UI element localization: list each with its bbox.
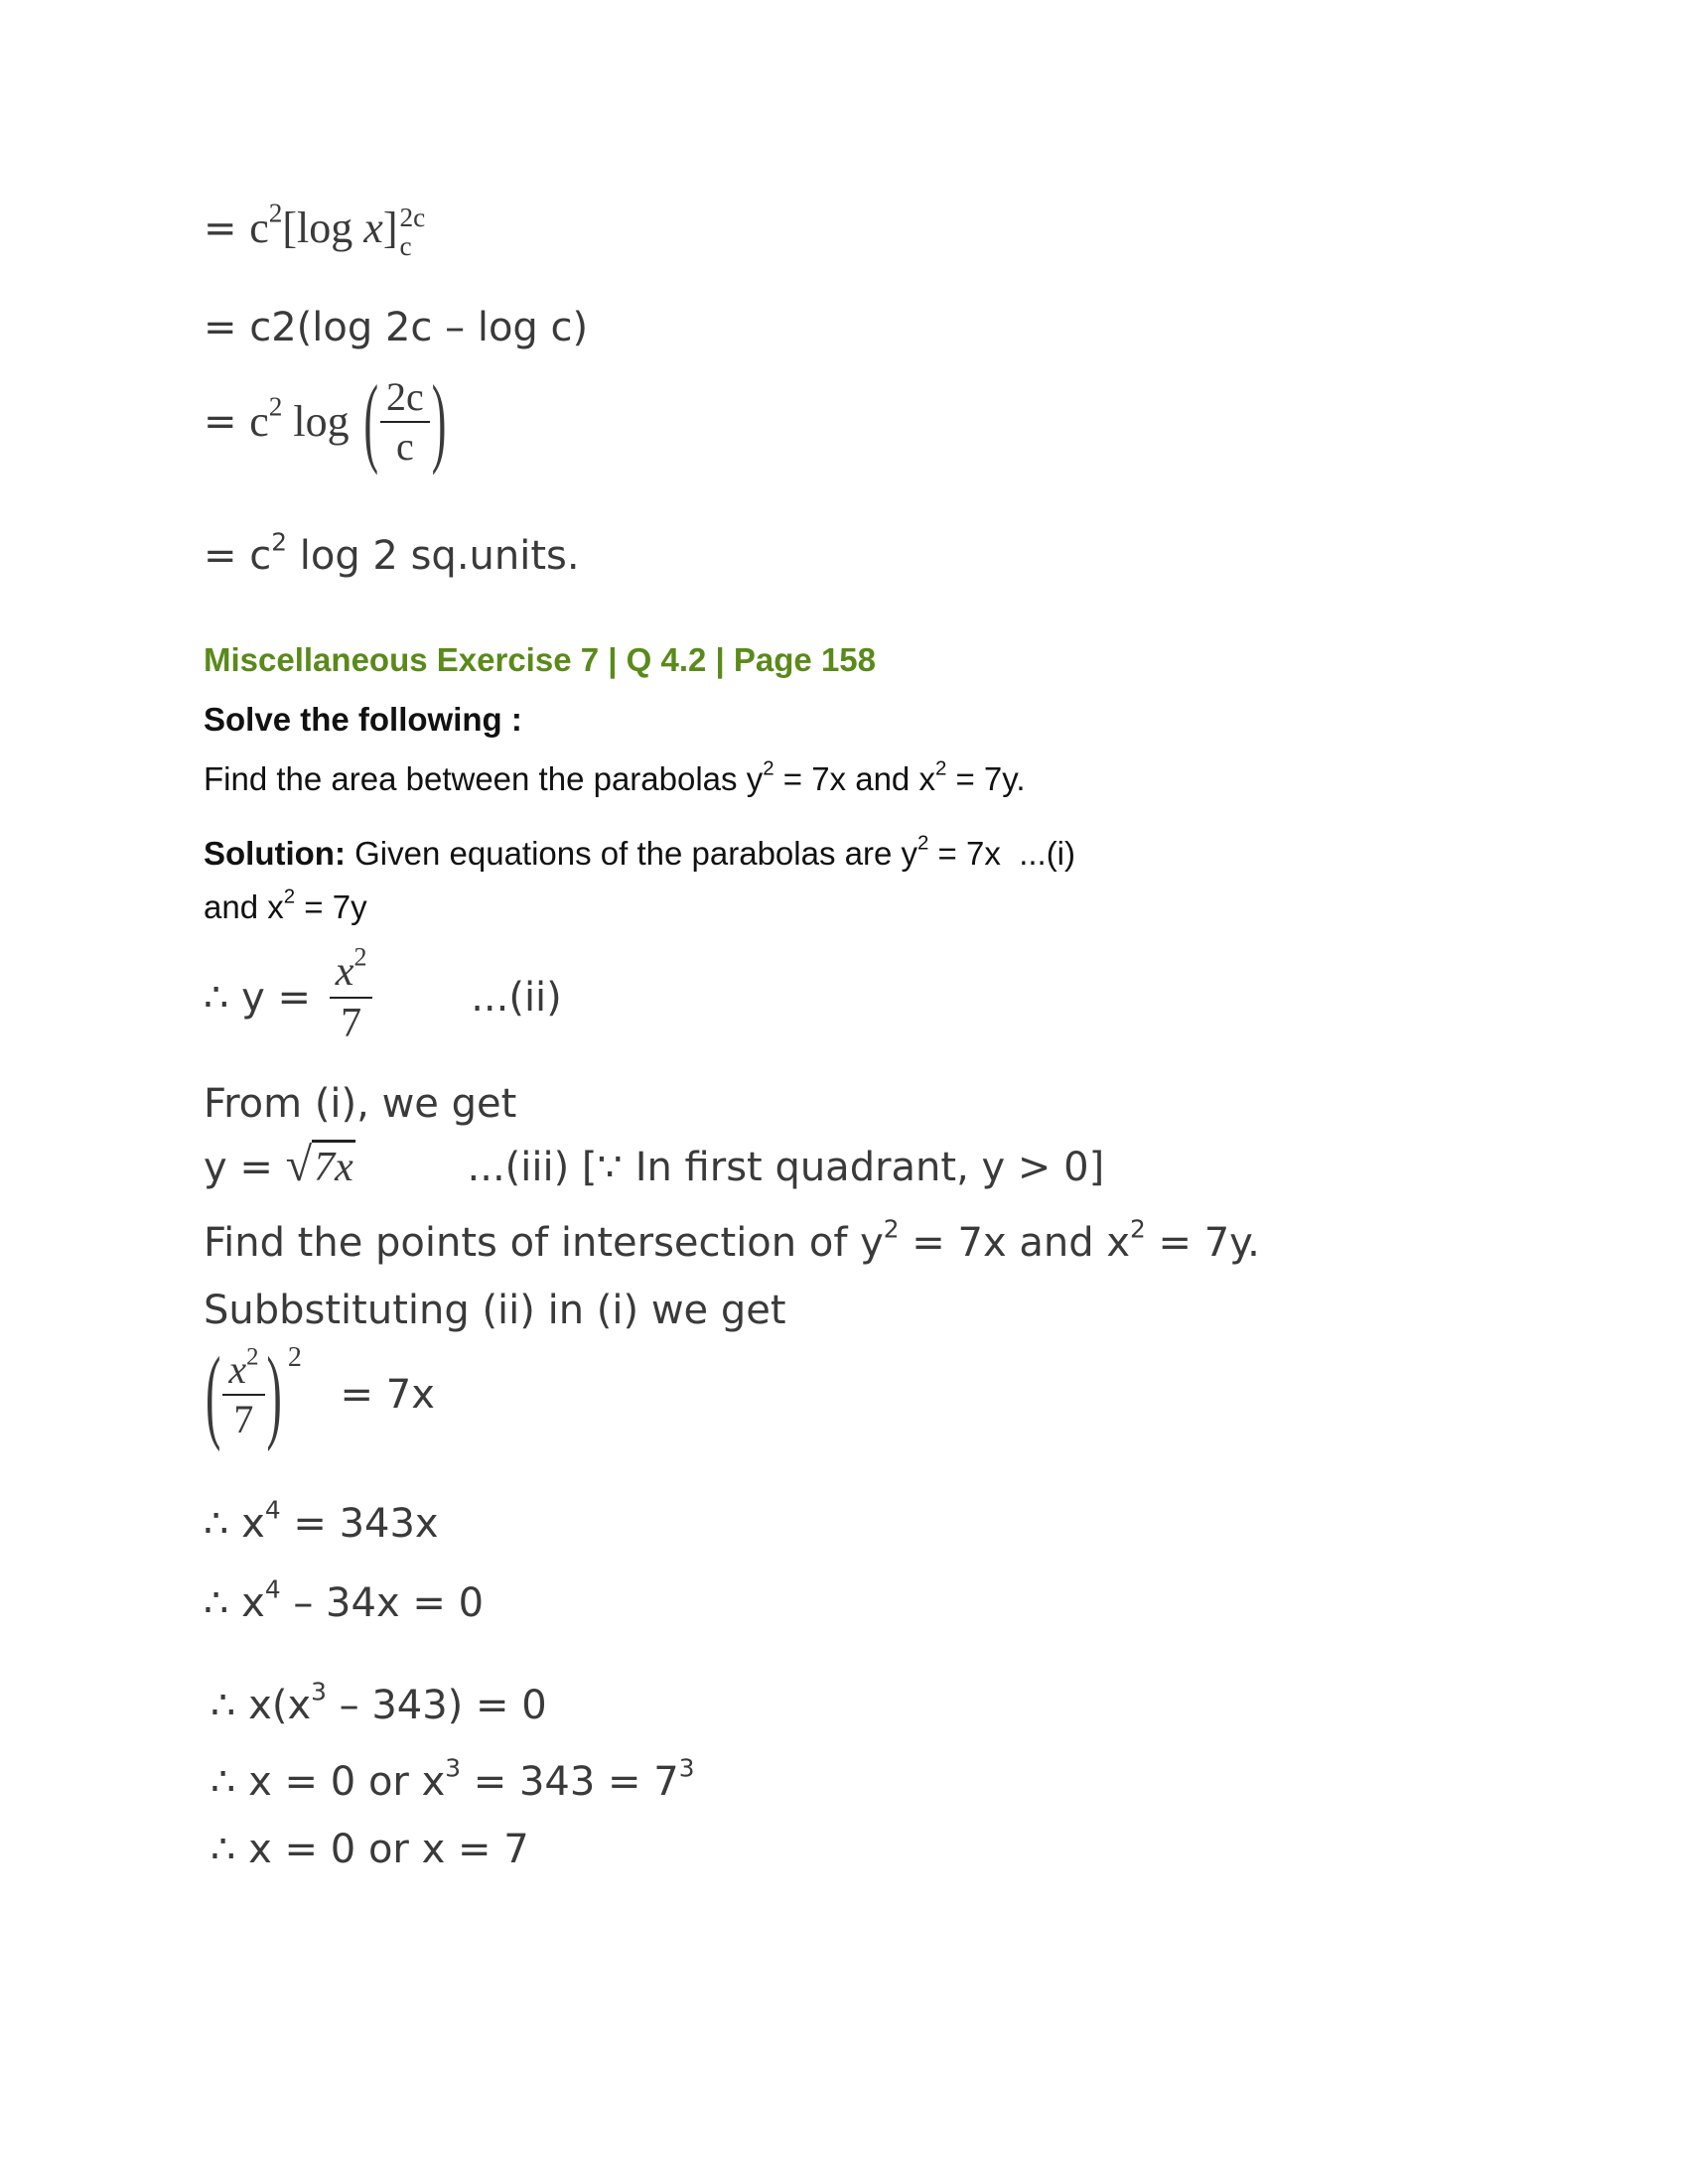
step-x4-343x bbox=[204, 1495, 439, 1547]
denominator: c bbox=[380, 421, 430, 467]
exercise-heading: Miscellaneous Exercise 7 | Q 4.2 | Page 158 bbox=[204, 641, 877, 678]
term-c: c bbox=[249, 397, 269, 446]
equals-sign: = bbox=[204, 205, 237, 252]
equals-sign: = bbox=[204, 399, 237, 445]
exponent: 2 bbox=[934, 756, 947, 780]
log-term: [log bbox=[282, 203, 353, 252]
exponent: 2 bbox=[246, 1343, 259, 1371]
step-part-1: ∴ x bbox=[204, 1501, 265, 1547]
log-expression bbox=[249, 391, 350, 446]
log-term: log bbox=[293, 397, 350, 446]
step-roots bbox=[211, 1753, 695, 1805]
exponent: 3 bbox=[311, 1677, 327, 1706]
fraction-2c-over-c bbox=[380, 374, 430, 469]
result-suffix: log 2 sq.units. bbox=[287, 533, 580, 579]
exponent: 2 bbox=[353, 942, 367, 972]
right-hand-side: = 7x bbox=[340, 1372, 435, 1418]
question-text bbox=[204, 756, 1026, 797]
solution-line-2-post: = 7y bbox=[295, 888, 367, 925]
solution-part-1: Given equations of the parabolas are y bbox=[345, 835, 918, 872]
exponent: 2 bbox=[271, 527, 288, 557]
left-paren: ( bbox=[206, 1335, 221, 1452]
step-squared-fraction bbox=[204, 1335, 435, 1452]
left-paren: ( bbox=[363, 364, 379, 478]
question-part-3: = 7y. bbox=[946, 760, 1026, 797]
solution-part-2: = 7x ...(i) bbox=[928, 835, 1076, 872]
step-part-2: = 343 = 7 bbox=[461, 1759, 679, 1805]
variable-x: x bbox=[335, 949, 354, 995]
calc-line-3 bbox=[204, 364, 448, 478]
step-intersection bbox=[204, 1214, 1260, 1266]
step-part-2: = 7x and x bbox=[899, 1220, 1130, 1266]
equation-tag: ...(ii) bbox=[471, 975, 562, 1021]
radicand: 7x bbox=[312, 1140, 355, 1190]
equation-tag: ...(iii) [∵ In first quadrant, y > 0] bbox=[467, 1145, 1105, 1190]
solution-line-2 bbox=[204, 885, 367, 925]
step-factored bbox=[211, 1677, 547, 1728]
numerator: 2c bbox=[386, 374, 424, 419]
step-y-equals-sqrt bbox=[204, 1139, 1105, 1191]
exponent: 4 bbox=[264, 1495, 281, 1525]
upper-limit: 2c bbox=[399, 203, 426, 232]
prompt-text: Solve the following : bbox=[204, 701, 522, 738]
exponent: 4 bbox=[264, 1574, 281, 1604]
question-part-1: Find the area between the parabolas y bbox=[204, 760, 764, 797]
exponent: 3 bbox=[445, 1753, 462, 1783]
variable-x: x bbox=[363, 203, 383, 252]
step-part-2: – 34x = 0 bbox=[280, 1580, 485, 1626]
step-from-i: From (i), we get bbox=[204, 1081, 517, 1127]
bracket-limits bbox=[399, 204, 425, 260]
solution-label: Solution: bbox=[204, 835, 346, 872]
step-part-3: = 7y. bbox=[1145, 1220, 1260, 1266]
step-y-equals-x2-over-7 bbox=[204, 942, 562, 1046]
radical-sign: √ bbox=[285, 1139, 313, 1191]
right-paren: ) bbox=[431, 364, 447, 478]
solution-intro bbox=[204, 831, 1076, 872]
outer-exponent: 2 bbox=[287, 1342, 302, 1373]
right-paren: ) bbox=[266, 1335, 282, 1452]
step-part-1: ∴ x bbox=[204, 1580, 265, 1626]
variable-x: x bbox=[228, 1347, 247, 1392]
calc-line-2: = c2(log 2c – log c) bbox=[204, 305, 589, 350]
exponent: 3 bbox=[678, 1753, 695, 1783]
fraction-x2-over-7 bbox=[330, 942, 373, 1046]
exponent: 2 bbox=[283, 885, 296, 908]
numerator bbox=[330, 942, 373, 997]
step-part-1: ∴ x(x bbox=[211, 1683, 312, 1728]
exponent: 2 bbox=[268, 198, 283, 228]
step-substituting: Subbstituting (ii) in (i) we get bbox=[204, 1288, 786, 1333]
step-prefix: ∴ y = bbox=[204, 975, 312, 1021]
fraction-x2-over-7 bbox=[222, 1343, 264, 1441]
step-prefix: y = bbox=[204, 1145, 286, 1190]
step-final-roots: ∴ x = 0 or x = 7 bbox=[211, 1827, 529, 1872]
question-part-2: = 7x and x bbox=[774, 760, 935, 797]
bracket-expression bbox=[249, 198, 426, 261]
denominator: 7 bbox=[330, 997, 373, 1044]
closing-bracket: ] bbox=[382, 203, 398, 252]
exponent: 2 bbox=[763, 756, 774, 780]
denominator: 7 bbox=[222, 1394, 264, 1439]
sqrt-expression bbox=[285, 1139, 355, 1191]
calc-line-4 bbox=[204, 527, 580, 579]
exponent: 2 bbox=[1130, 1214, 1146, 1244]
result-prefix: = c bbox=[204, 533, 272, 579]
step-part-2: = 343x bbox=[280, 1501, 439, 1547]
lower-limit: c bbox=[399, 230, 412, 261]
calc-line-1 bbox=[204, 198, 426, 261]
exponent: 2 bbox=[268, 391, 283, 422]
exponent: 2 bbox=[883, 1214, 900, 1244]
numerator bbox=[222, 1343, 264, 1394]
step-x4-minus bbox=[204, 1574, 485, 1626]
term-c: c bbox=[249, 203, 269, 252]
exponent: 2 bbox=[917, 831, 929, 855]
step-part-1: Find the points of intersection of y bbox=[204, 1220, 884, 1266]
step-part-2: – 343) = 0 bbox=[326, 1683, 547, 1728]
solution-line-2-pre: and x bbox=[204, 888, 284, 925]
step-part-1: ∴ x = 0 or x bbox=[211, 1759, 446, 1805]
